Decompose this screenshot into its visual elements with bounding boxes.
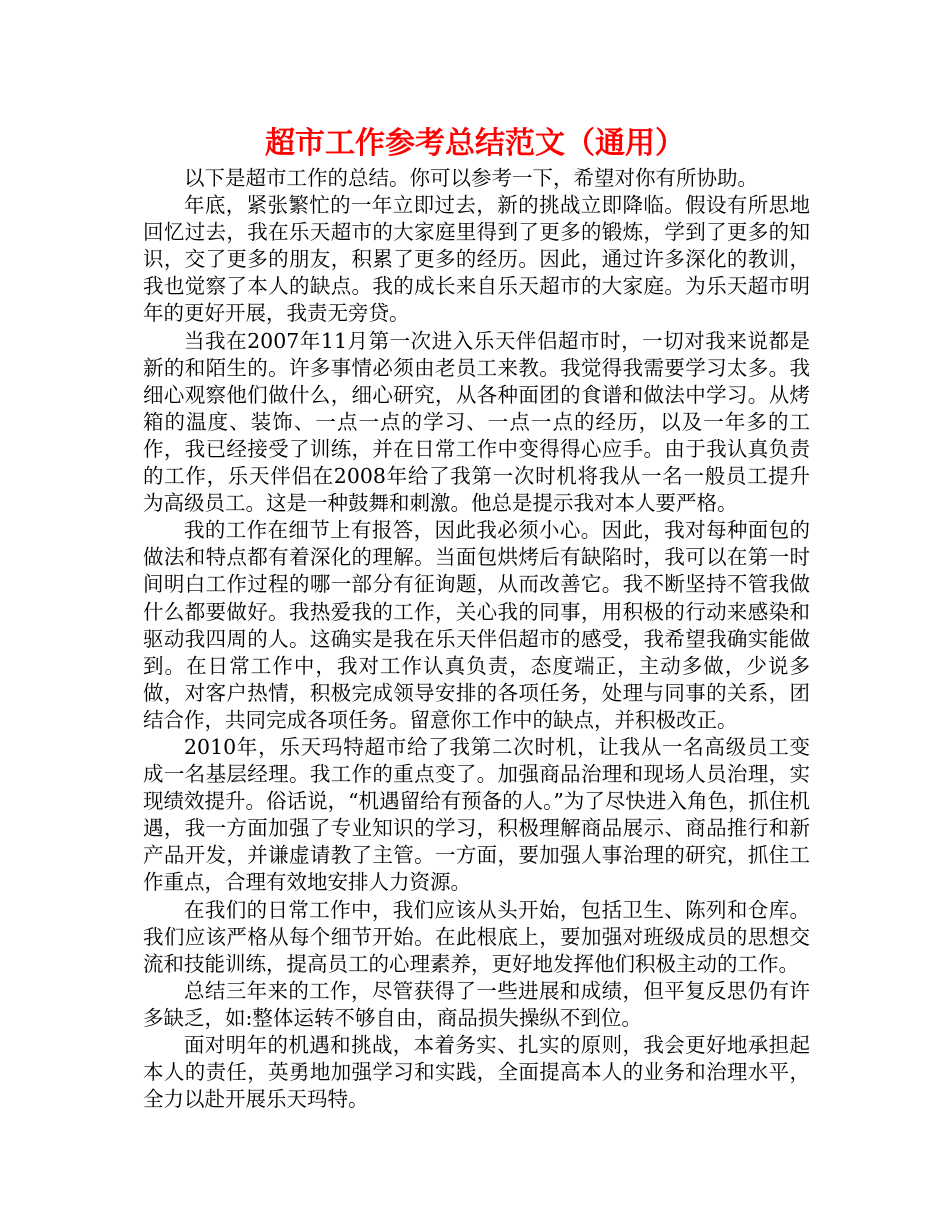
body-paragraph: 年底，紧张繁忙的一年立即过去，新的挑战立即降临。假设有所思地回忆过去，我在乐天超市的大家庭里得到了更多的锻炼，学到了更多的知识，交了更多的朋友，积累了更多的经历。因此，通过许多深化的教训，我也觉察了本人的缺点。我的成长来自乐天超市的大家庭。为乐天超市明年的更好开展，我责无旁贷。 bbox=[143, 193, 810, 326]
document-title: 超市工作参考总结范文（通用） bbox=[265, 126, 685, 161]
body-paragraph: 我的工作在细节上有报答，因此我必须小心。因此，我对每种面包的做法和特点都有着深化的理解。当面包烘烤后有缺陷时，我可以在第一时间明白工作过程的哪一部分有征询题，从而改善它。我不断坚持不管我做什么都要做好。我热爱我的工作，关心我的同事，用积极的行动来感染和驱动我四周的人。这确实是我在乐天伴侣超市的感受，我希望我确实能做到。在日常工作中，我对工作认真负责，态度端正，主动多做，少说多做，对客户热情，积极完成领导安排的各项任务，处理与同事的关系，团结合作，共同完成各项任务。留意你工作中的缺点，并积极改正。 bbox=[143, 518, 810, 732]
body-paragraph: 在我们的日常工作中，我们应该从头开始，包括卫生、陈列和仓库。我们应该严格从每个细节开始。在此根底上，要加强对班级成员的思想交流和技能训练，提高员工的心理素养，更好地发挥他们积极主动的工作。 bbox=[143, 897, 810, 976]
body-paragraph: 面对明年的机遇和挑战，本着务实、扎实的原则，我会更好地承担起本人的责任，英勇地加强学习和实践，全面提高本人的业务和治理水平，全力以赴开展乐天玛特。 bbox=[143, 1033, 810, 1112]
body-paragraph: 当我在2007年11月第一次进入乐天伴侣超市时，一切对我来说都是新的和陌生的。许多事情必须由老员工来教。我觉得我需要学习太多。我细心观察他们做什么，细心研究，从各种面团的食谱和做法中学习。从烤箱的温度、装饰、一点一点的学习、一点一点的经历，以及一年多的工作，我已经接受了训练，并在日常工作中变得得心应手。由于我认真负责的工作，乐天伴侣在2008年给了我第一次时机将我从一名一般员工提升为高级员工。这是一种鼓舞和刺激。他总是提示我对本人要严格。 bbox=[143, 328, 810, 516]
body-paragraph: 总结三年来的工作，尽管获得了一些进展和成绩，但平复反思仍有许多缺乏，如:整体运转不够自由，商品损失操纵不到位。 bbox=[143, 978, 810, 1030]
document-body bbox=[143, 165, 810, 1113]
body-paragraph: 以下是超市工作的总结。你可以参考一下，希望对你有所协助。 bbox=[184, 166, 758, 190]
body-paragraph: 2010年，乐天玛特超市给了我第二次时机，让我从一名高级员工变成一名基层经理。我工作的重点变了。加强商品治理和现场人员治理，实现绩效提升。俗话说，“机遇留给有预备的人。”为了尽快进入角色，抓住机遇，我一方面加强了专业知识的学习，积极理解商品展示、商品推行和新产品开发，并谦虚请教了主管。一方面，要加强人事治理的研究，抓住工作重点，合理有效地安排人力资源。 bbox=[143, 734, 810, 895]
